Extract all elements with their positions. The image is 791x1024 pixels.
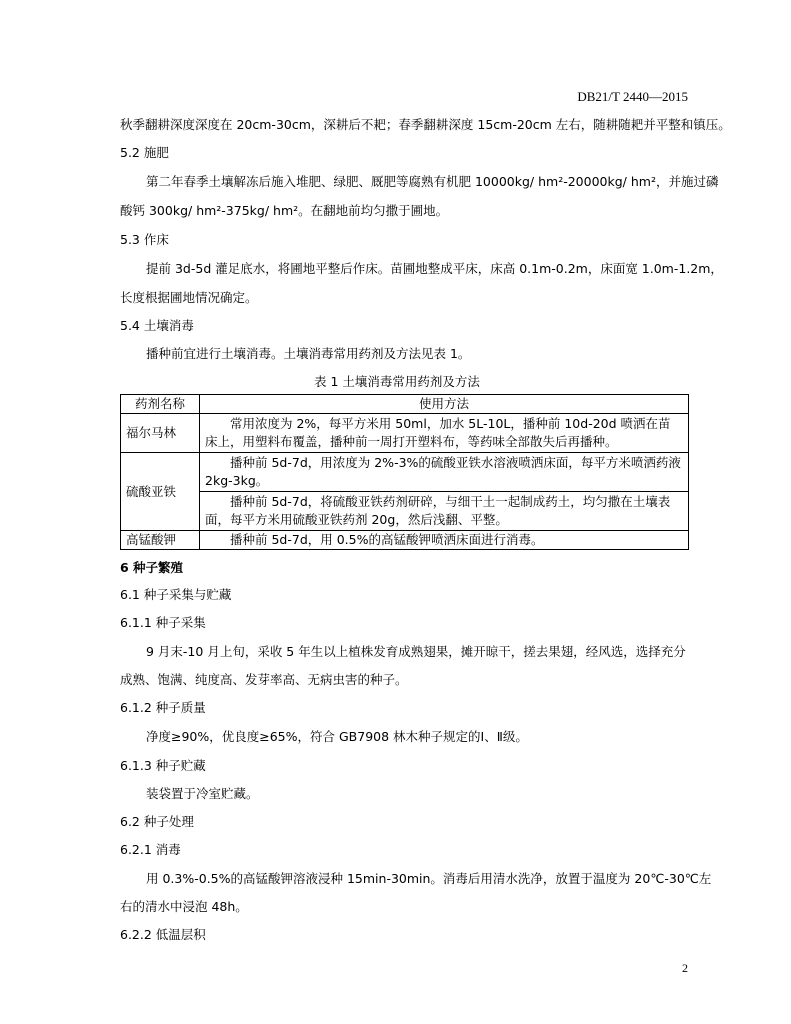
table-header: 使用方法: [200, 395, 689, 414]
table-row: [121, 453, 689, 492]
paragraph-line: 酸钙 300kg/ hm²-375kg/ hm²。在翻地前均匀撒于圃地。: [120, 203, 449, 218]
paragraph-line: 右的清水中浸泡 48h。: [120, 899, 248, 914]
method-cell: [200, 492, 689, 531]
method-text: 播种前 5d-7d，用 0.5%的高锰酸钾喷洒床面进行消毒。: [230, 532, 544, 547]
paragraph-line: 提前 3d-5d 灌足底水，将圃地平整后作床。苗圃地整成平床，床高 0.1m-0.2m，床面宽 1.0m-1.2m，: [146, 261, 723, 276]
section-heading-6: 6 种子繁殖: [120, 560, 184, 575]
paragraph-line: 用 0.3%-0.5%的高锰酸钾溶液浸种 15min-30min。消毒后用清水洗净，放置于温度为 20℃-30℃左: [146, 871, 712, 886]
page-number: 2: [682, 961, 688, 975]
agent-name-cell: 硫酸亚铁: [121, 453, 200, 531]
section-heading-6-2-2: 6.2.2 低温层积: [120, 927, 206, 942]
section-heading-6-2-1: 6.2.1 消毒: [120, 842, 181, 857]
paragraph-line: 第二年春季土壤解冻后施入堆肥、绿肥、厩肥等腐熟有机肥 10000kg/ hm²-20000kg/ hm²，并施过磷: [146, 174, 719, 189]
agent-name-cell: 高锰酸钾: [121, 531, 200, 550]
method-cell: [200, 453, 689, 492]
method-cell: [200, 531, 689, 550]
section-heading-6-1-2: 6.1.2 种子质量: [120, 700, 206, 715]
section-heading-6-1: 6.1 种子采集与贮藏: [120, 587, 232, 602]
table-row: [121, 531, 689, 550]
section-heading-6-1-1: 6.1.1 种子采集: [120, 615, 206, 630]
document-code: DB21/T 2440—2015: [577, 89, 688, 104]
paragraph-line: 净度≥90%，优良度≥65%，符合 GB7908 林木种子规定的Ⅰ、Ⅱ级。: [146, 729, 528, 744]
section-heading-5-3: 5.3 作床: [120, 232, 169, 247]
table-header-row: [121, 395, 689, 414]
method-cell: [200, 414, 689, 453]
method-text: 常用浓度为 2%，每平方米用 50ml，加水 5L-10L，播种前 10d-20d 喷洒在苗床上，用塑料布覆盖，播种前一周打开塑料布，等药味全部散失后再播种。: [205, 416, 671, 449]
table-row: [121, 492, 689, 531]
paragraph-line: 装袋置于冷室贮藏。: [146, 786, 259, 801]
table-row: [121, 414, 689, 453]
agent-name-cell: 福尔马林: [121, 414, 200, 453]
disinfection-table: [120, 394, 689, 550]
method-text: 播种前 5d-7d，将硫酸亚铁药剂研碎，与细干土一起制成药土，均匀撒在土壤表面，每平方米用硫酸亚铁药剂 20g，然后浅翻、平整。: [205, 494, 671, 527]
section-heading-5-4: 5.4 土壤消毒: [120, 318, 194, 333]
paragraph-line: 成熟、饱满、纯度高、发芽率高、无病虫害的种子。: [120, 672, 408, 687]
method-text: 播种前 5d-7d，用浓度为 2%-3%的硫酸亚铁水溶液喷洒床面，每平方米喷洒药液 2kg-3kg。: [205, 455, 681, 488]
section-heading-5-2: 5.2 施肥: [120, 145, 169, 160]
table-header: 药剂名称: [121, 395, 200, 414]
table-caption: 表 1 土壤消毒常用药剂及方法: [314, 374, 480, 389]
section-heading-6-1-3: 6.1.3 种子贮藏: [120, 758, 206, 773]
paragraph-line: 播种前宜进行土壤消毒。土壤消毒常用药剂及方法见表 1。: [146, 346, 471, 361]
paragraph-line: 长度根据圃地情况确定。: [120, 290, 258, 305]
paragraph-line: 9 月末-10 月上旬，采收 5 年生以上植株发育成熟翅果，摊开晾干，搓去果翅，经风选，选择充分: [146, 644, 686, 659]
paragraph-line: 秋季翻耕深度深度在 20cm-30cm，深耕后不耙；春季翻耕深度 15cm-20cm 左右，随耕随耙并平整和镇压。: [120, 117, 731, 132]
section-heading-6-2: 6.2 种子处理: [120, 814, 194, 829]
